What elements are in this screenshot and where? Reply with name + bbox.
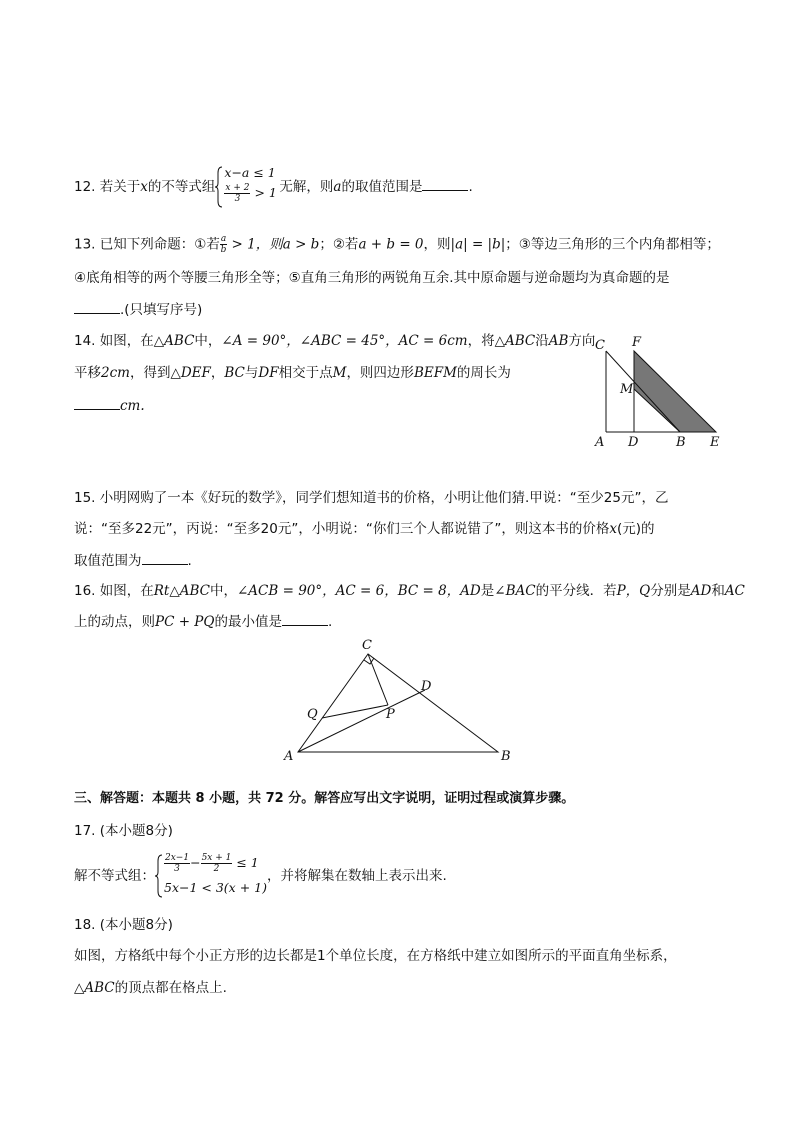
section-3-heading: 三、解答题：本题共 8 小题，共 72 分。解答应写出文字说明，证明过程或演算步骤。 (74, 791, 575, 806)
q12-text-4: 的取值范围是 (341, 179, 423, 195)
q14-math: AB (548, 333, 569, 349)
brace-icon (155, 853, 163, 899)
q14-math: BC (224, 365, 245, 381)
q12-text: 12. 若关于 (74, 179, 141, 195)
question-16-line-1 (74, 581, 745, 601)
q13-line-3: .(只填写序号) (120, 302, 203, 318)
q12-row1: x−a ≤ 1 (224, 165, 276, 180)
q18-math: △ABC (74, 980, 115, 996)
question-12 (74, 165, 473, 204)
q12-frac-den: 3 (234, 194, 241, 204)
q14-math: BEFM (413, 365, 457, 381)
q14-math: △ABC (153, 333, 195, 349)
label-p: P (386, 707, 395, 722)
q16-text: 的最小值是 (214, 614, 282, 630)
q15-var-x: x (609, 521, 617, 537)
question-13-line-2 (74, 268, 670, 288)
q16-end: . (327, 614, 333, 630)
q14-math: △ABC (494, 333, 536, 349)
q12-row2: > 1 (250, 185, 277, 200)
q16-text: 是 (480, 583, 495, 599)
q16-text: 上的动点，则 (74, 614, 155, 630)
q12-inequality-system (215, 165, 279, 209)
q13-text: 13. 已知下列命题：①若 (74, 236, 220, 253)
q16-math: AD (690, 583, 712, 599)
q17-suffix: ，并将解集在数轴上表示出来. (267, 868, 447, 884)
question-17-body (74, 853, 447, 895)
q14-text: 沿 (535, 333, 549, 349)
q12-var-x: x (140, 179, 148, 195)
q14-unit: cm. (120, 398, 145, 414)
answer-blank[interactable] (74, 395, 120, 410)
q17-fraction-1 (164, 853, 190, 874)
q13-line-2: ④底角相等的两个等腰三角形全等；⑤直角三角形的两锐角互余.其中原命题与逆命题均为真命题的是 (74, 270, 670, 286)
q16-figure (280, 634, 520, 766)
question-14-line-2 (74, 363, 511, 383)
q17-frac2-num: 5x + 1 (201, 853, 232, 863)
q16-math: ∠ACB = 90°，AC = 6，BC = 8，AD (237, 583, 481, 599)
question-13-line-1 (74, 234, 720, 255)
q14-text: ，则四边形 (346, 365, 414, 381)
q12-frac-num: x + 2 (225, 183, 250, 193)
label-q: Q (307, 707, 318, 722)
q17-prefix: 解不等式组： (74, 868, 155, 884)
q14-text: 平移 (74, 365, 101, 381)
q16-text: 和 (711, 583, 725, 599)
q16-text: 分别是 (650, 583, 691, 599)
q14-text: 14. 如图，在 (74, 333, 154, 349)
q14-text: ，得到 (129, 365, 171, 381)
q12-fraction (224, 183, 250, 204)
answer-blank[interactable] (74, 299, 120, 314)
question-16-line-2 (74, 611, 332, 632)
right-angle-mark (364, 658, 374, 664)
q13-text-d: ，则 (423, 236, 451, 253)
label-b: B (501, 749, 511, 764)
q13-text-e: ；③等边三角形的三个内角都相等； (505, 236, 720, 253)
question-15-line-1 (74, 488, 668, 508)
q17-fraction-2 (201, 853, 233, 874)
q17-inequality-system (155, 853, 267, 899)
q12-var-a: a (333, 179, 342, 195)
question-17-title (74, 821, 173, 841)
segment-qp (322, 705, 388, 718)
q17-row2: 5x−1 < 3(x + 1) (164, 880, 267, 895)
q12-text-2: 的不等式组 (147, 179, 216, 195)
answer-blank[interactable] (142, 550, 188, 565)
q14-figure (590, 332, 730, 452)
label-a: A (284, 749, 294, 764)
q15-line-1: 15. 小明网购了一本《好玩的数学》，同学们想知道书的价格，小明让他们猜.甲说：“至少25元”，乙 (74, 490, 669, 506)
label-d: D (421, 679, 432, 694)
q14-text: 的周长为 (456, 365, 511, 381)
q16-text: 中， (210, 583, 237, 599)
answer-blank[interactable] (282, 611, 328, 626)
q13-expr-3: |a| = |b| (450, 236, 506, 253)
q15-line-2: 说：“至多22元”，丙说：“至多20元”，小明说：“你们三个人都说错了”，则这本书的价格 (74, 521, 610, 537)
q12-text-3: 无解，则 (279, 179, 334, 195)
label-f: F (632, 335, 642, 350)
q14-math: △DEF (170, 365, 211, 381)
q14-text: 与 (244, 365, 259, 381)
q13-expr-2: a + b = 0 (358, 236, 424, 253)
q12-end: . (468, 179, 473, 195)
q18-title: 18. (本小题8分) (74, 917, 173, 933)
question-18-line-2 (74, 978, 227, 998)
label-e: E (710, 435, 720, 450)
question-14-line-1 (74, 331, 595, 351)
q17-row1-end: ≤ 1 (236, 855, 259, 870)
q14-text: 方向 (568, 333, 596, 349)
question-18-title (74, 915, 173, 935)
q16-math: PC + PQ (155, 614, 215, 630)
q17-frac2-den: 2 (213, 864, 220, 874)
q13-text-b: > 1，则 (227, 236, 283, 253)
q17-title: 17. (本小题8分) (74, 823, 173, 839)
q15-line-3: 取值范围为 (74, 553, 142, 569)
question-18-line-1 (74, 946, 677, 966)
shaded-region-bemf (634, 351, 716, 432)
q16-math: AC (724, 583, 745, 599)
label-d: D (628, 435, 639, 450)
q16-text: 的平分线．若 (535, 583, 617, 599)
q14-math: 2cm (101, 365, 130, 381)
q14-text: 相交于点 (278, 365, 333, 381)
answer-blank[interactable] (422, 176, 468, 191)
q13-frac-den: b (220, 245, 227, 255)
question-15-line-3 (74, 550, 192, 571)
label-m: M (620, 382, 634, 397)
q16-text: 16. 如图，在 (74, 583, 154, 599)
q14-math: DF (258, 365, 279, 381)
q16-math: ∠BAC (494, 583, 536, 599)
question-15-line-2 (74, 519, 655, 539)
q14-text: 中， (194, 333, 222, 349)
label-b: B (676, 435, 686, 450)
q15-line-2-end: (元)的 (616, 521, 655, 537)
q16-math: P，Q (616, 583, 651, 599)
q14-math: M (332, 365, 347, 381)
q13-frac-num: a (220, 234, 227, 244)
q17-frac1-num: 2x−1 (165, 853, 190, 863)
q14-math: ∠A = 90°，∠ABC = 45°，AC = 6cm (221, 333, 468, 349)
q14-text: ，将 (467, 333, 495, 349)
label-c: C (595, 338, 605, 353)
question-14-line-3 (74, 395, 145, 416)
question-13-line-3 (74, 299, 202, 320)
q18-line-2: 的顶点都在格点上. (114, 980, 227, 996)
brace-icon (215, 165, 223, 209)
q16-math: Rt△ABC (153, 583, 210, 599)
q15-end: . (187, 553, 192, 569)
section-heading (74, 789, 574, 809)
q13-expr-1: a > b (282, 236, 320, 253)
label-a: A (595, 435, 605, 450)
q14-text: ， (210, 365, 225, 381)
label-c: C (362, 638, 372, 653)
q13-text-c: ；②若 (319, 236, 359, 253)
q17-frac1-den: 3 (174, 864, 180, 874)
q17-minus: − (190, 855, 201, 870)
q18-line-1: 如图，方格纸中每个小正方形的边长都是1个单位长度，在方格纸中建立如图所示的平面直角坐标系， (74, 948, 677, 964)
